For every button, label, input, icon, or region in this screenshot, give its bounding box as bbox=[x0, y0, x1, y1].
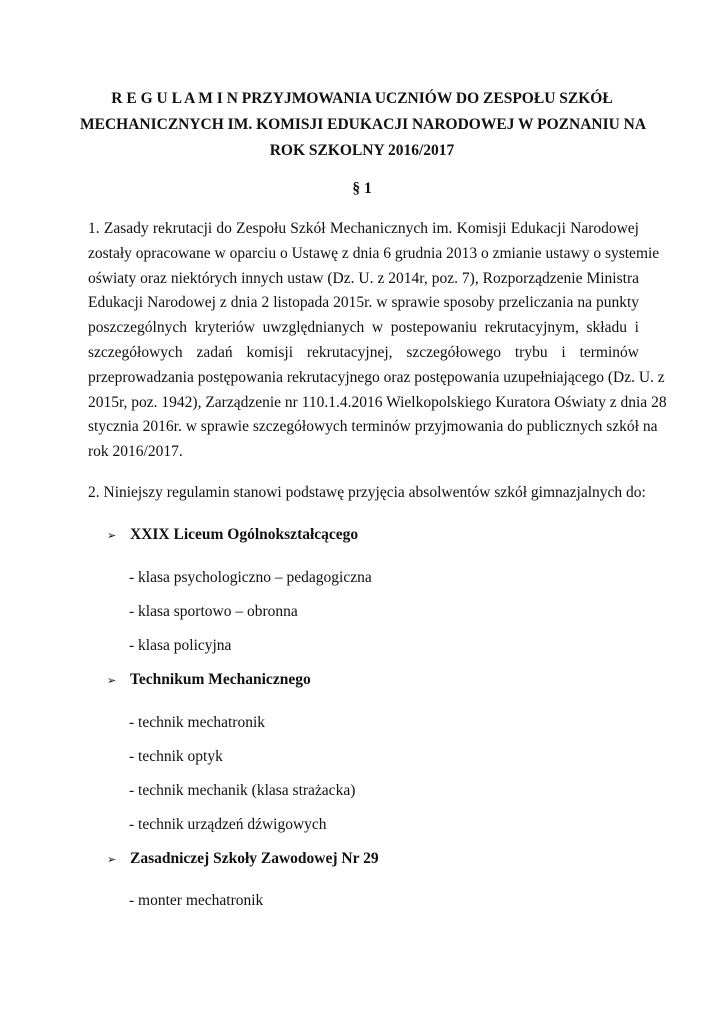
school-heading-technikum bbox=[107, 671, 311, 689]
school-heading-zawodowa bbox=[107, 850, 379, 868]
school-name: XXIX Liceum Ogólnokształcącego bbox=[130, 526, 359, 543]
paragraph-1 bbox=[88, 217, 667, 465]
paragraph-line: zostały opracowane w oparciu o Ustawę z dnia 6 grudnia 2013 o zmianie ustawy o systemie bbox=[88, 244, 660, 262]
paragraph-line: Edukacji Narodowej z dnia 2 listopada 2015r. w sprawie sposoby przeliczania na punkty bbox=[88, 294, 639, 312]
list-item: - technik mechatronik bbox=[129, 714, 266, 731]
paragraph-line: przeprowadzania postępowania rekrutacyjnego oraz postępowania uzupełniającego (Dz. U. z bbox=[88, 368, 665, 386]
paragraph-line: 1. Zasady rekrutacji do Zespołu Szkół Mechanicznych im. Komisji Edukacji Narodowej bbox=[88, 220, 639, 237]
paragraph-line: oświaty oraz niektórych innych ustaw (Dz. U. z 2014r, poz. 7), Rozporządzenie Ministra bbox=[88, 269, 639, 287]
arrow-bullet-icon: ➢ bbox=[107, 853, 117, 866]
school-name: Zasadniczej Szkoły Zawodowej Nr 29 bbox=[130, 850, 379, 867]
list-item: - technik urządzeń dźwigowych bbox=[129, 816, 327, 833]
paragraph-line: szczegółowych zadań komisji rekrutacyjnej, szczegółowego trybu i terminów bbox=[88, 343, 639, 361]
paragraph-line: stycznia 2016r. w sprawie szczegółowych terminów przyjmowania do publicznych szkół na bbox=[88, 418, 658, 436]
list-item: - monter mechatronik bbox=[129, 892, 264, 909]
list-item: - klasa psychologiczno – pedagogiczna bbox=[129, 569, 372, 586]
list-item: - technik optyk bbox=[129, 748, 223, 765]
paragraph-line: rok 2016/2017. bbox=[88, 443, 183, 461]
arrow-bullet-icon: ➢ bbox=[107, 529, 117, 542]
list-item: - klasa policyjna bbox=[129, 637, 232, 654]
title-line: MECHANICZNYCH IM. KOMISJI EDUKACJI NARODOWEJ W POZNANIU NA bbox=[80, 116, 647, 133]
arrow-bullet-icon: ➢ bbox=[107, 674, 117, 687]
list-item: - technik mechanik (klasa strażacka) bbox=[129, 782, 356, 799]
paragraph-line: poszczególnych kryteriów uwzględnianych w postepowaniu rekrutacyjnym, składu i bbox=[88, 319, 639, 337]
paragraph-2: 2. Niniejszy regulamin stanowi podstawę przyjęcia absolwentów szkół gimnazjalnych do: bbox=[88, 484, 646, 501]
section-heading: § 1 bbox=[352, 180, 372, 197]
title-line: R E G U L A M I N PRZYJMOWANIA UCZNIÓW DO ZESPOŁU SZKÓŁ bbox=[111, 90, 613, 107]
document-title bbox=[80, 86, 647, 164]
list-item: - klasa sportowo – obronna bbox=[129, 603, 298, 620]
school-name: Technikum Mechanicznego bbox=[130, 671, 311, 688]
school-heading-liceum bbox=[107, 526, 358, 544]
title-line: ROK SZKOLNY 2016/2017 bbox=[269, 142, 455, 159]
paragraph-line: 2015r, poz. 1942), Zarządzenie nr 110.1.4.2016 Wielkopolskiego Kuratora Oświaty z dnia 28 bbox=[88, 393, 667, 411]
